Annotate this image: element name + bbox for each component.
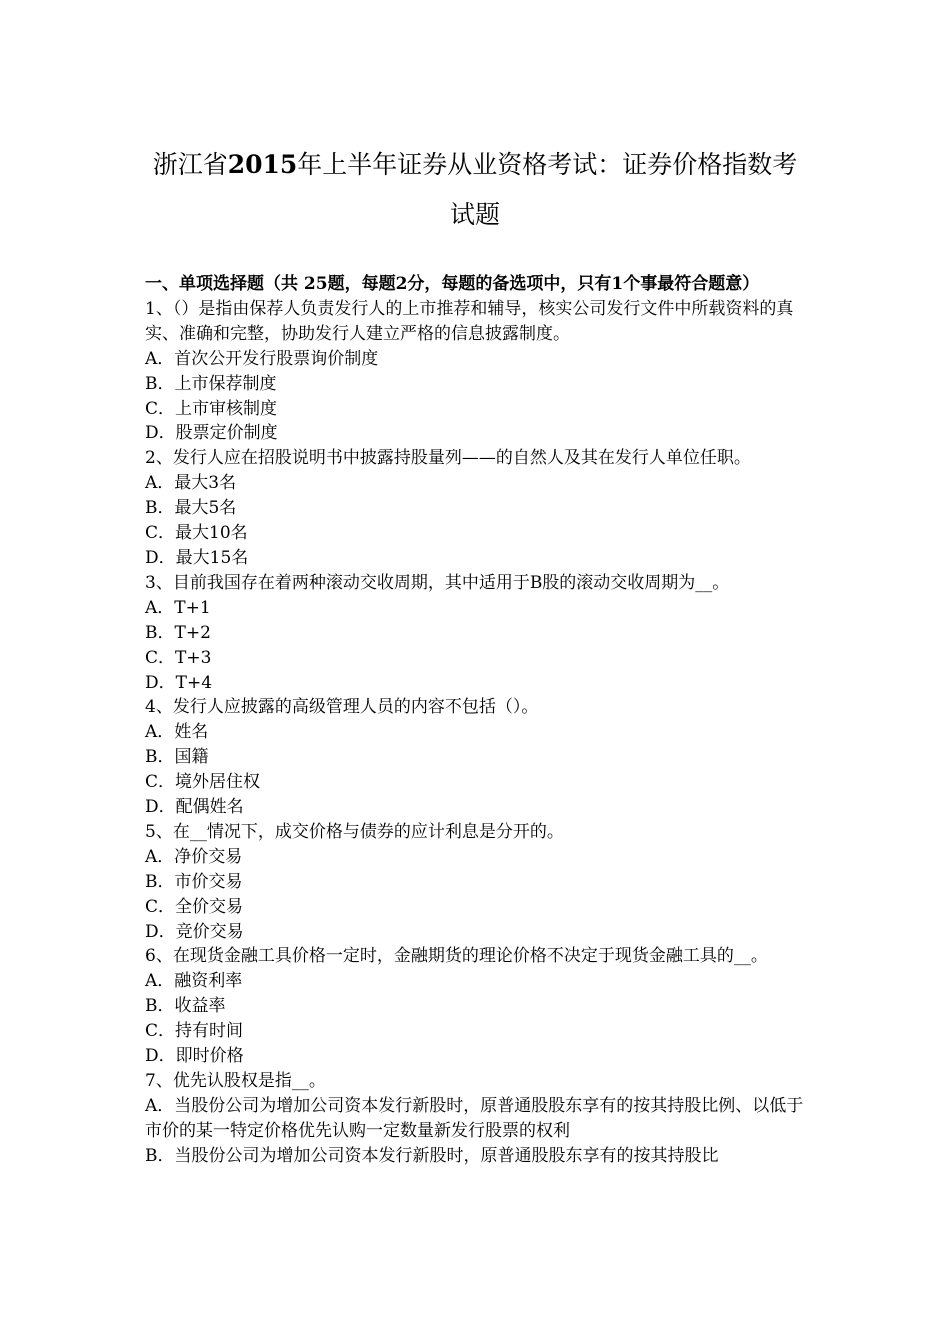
- option-item: B．当股份公司为增加公司资本发行新股时，原普通股股东享有的按其持股比: [145, 1145, 719, 1166]
- option-item: A．姓名: [145, 722, 209, 743]
- title-suffix: 年上半年证券从业资格考试：证券价格指数考: [297, 150, 798, 179]
- question-text: 1、（）是指由保荐人负责发行人的上市推荐和辅导，核实公司发行文件中所载资料的真实、准确和完整，协助发行人建立严格的信息披露制度。: [145, 298, 794, 344]
- option-item: B．最大5名: [145, 498, 237, 519]
- question-list: [145, 272, 813, 1169]
- option-item: B．T+2: [145, 622, 211, 643]
- option-item: C．境外居住权: [145, 772, 261, 793]
- option-item: B．国籍: [145, 747, 209, 768]
- question-text: 4、发行人应披露的高级管理人员的内容不包括（）。: [145, 697, 539, 718]
- document-title: [130, 140, 820, 240]
- option-item: C．全价交易: [145, 896, 244, 917]
- option-item: A．净价交易: [145, 846, 243, 867]
- option-item: D．配偶姓名: [145, 797, 244, 818]
- option-item: A．T+1: [145, 597, 211, 618]
- option-item: D．最大15名: [145, 547, 249, 568]
- option-item: C．持有时间: [145, 1021, 244, 1042]
- option-item: D．即时价格: [145, 1046, 244, 1067]
- option-item: D．竞价交易: [145, 921, 244, 942]
- option-item: A．最大3名: [145, 473, 237, 494]
- option-item: C．最大10名: [145, 523, 248, 544]
- option-item: A．当股份公司为增加公司资本发行新股时，原普通股股东享有的按其持股比例、以低于市价的某一特定价格优先认购一定数量新发行股票的权利: [145, 1095, 804, 1141]
- section-heading: 一、单项选择题（共 25题，每题2分，每题的备选项中，只有1个事最符合题意）: [145, 274, 760, 294]
- option-item: A．首次公开发行股票询价制度: [145, 348, 379, 369]
- option-item: C．T+3: [145, 647, 212, 668]
- title-prefix: 浙江省: [152, 150, 228, 179]
- option-item: A．融资利率: [145, 971, 243, 992]
- question-text: 5、在__情况下，成交价格与债券的应计利息是分开的。: [145, 821, 564, 842]
- option-item: B．上市保荐制度: [145, 373, 277, 394]
- question-text: 2、发行人应在招股说明书中披露持股量列——的自然人及其在发行人单位任职。: [145, 448, 751, 469]
- question-text: 7、优先认股权是指__。: [145, 1071, 326, 1091]
- question-text: 6、在现货金融工具价格一定时，金融期货的理论价格不决定于现货金融工具的__。: [145, 946, 768, 967]
- option-item: C．上市审核制度: [145, 398, 278, 419]
- option-item: D．股票定价制度: [145, 423, 278, 444]
- option-item: B．市价交易: [145, 871, 243, 892]
- option-item: D．T+4: [145, 672, 213, 693]
- option-item: B．收益率: [145, 996, 226, 1017]
- title-year: 2015: [227, 150, 298, 179]
- question-text: 3、目前我国存在着两种滚动交收周期，其中适用于B股的滚动交收周期为__。: [145, 572, 730, 593]
- title-line-2: 试题: [449, 200, 500, 229]
- title-line-1: [130, 140, 820, 190]
